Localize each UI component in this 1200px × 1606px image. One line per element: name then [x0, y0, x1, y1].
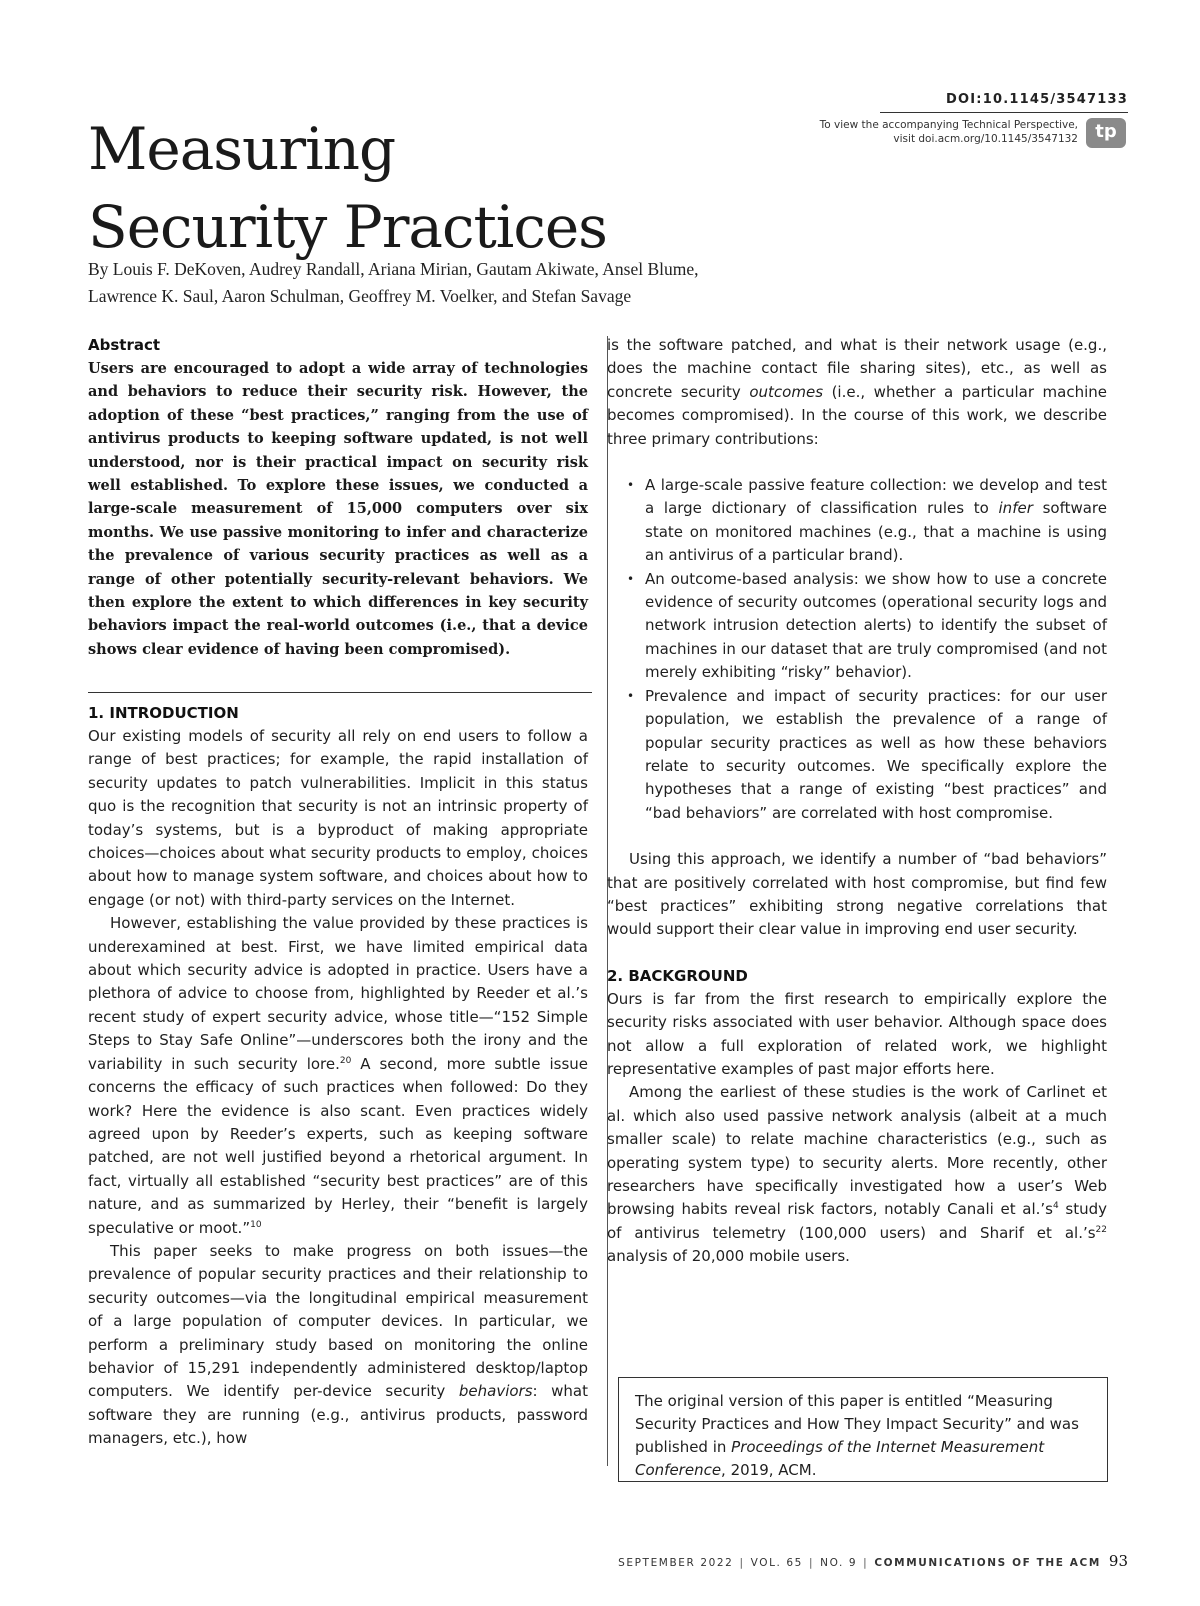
approach-paragraph: Using this approach, we identify a number of “bad behaviors” that are positively correlated with host compromise, but find few “best practices” exhibiting strong negative correlations that would support their clear value in improving end user security. [607, 850, 1107, 939]
abstract-body: Users are encouraged to adopt a wide array of technologies and behaviors to reduce their security risk. However, the adoption of these “best practices,” ranging from the use of antivirus products to keeping software updated, is not well understood, nor is their practical impact on security risk well established. To explore these issues, we conducted a large-scale measurement of 15,000 computers over six months. We use passive monitoring to infer and characterize the prevalence of various security practices as well as a range of other potentially security-relevant behaviors. We then explore the extent to which differences in key security behaviors impact the real-world outcomes (i.e., that a device shows clear evidence of having been compromised). [88, 360, 588, 658]
list-item [627, 685, 1107, 825]
left-column-top [88, 334, 588, 661]
box-text-a: The original version of this paper is entitled “Measuring Security Practices and How They Impact Security” and was published in [635, 1392, 1079, 1456]
intro-heading: 1. INTRODUCTION [88, 704, 239, 722]
contributions-list [607, 474, 1107, 825]
background-paragraph-2 [607, 1081, 1107, 1268]
bullet-1-text-a: A large-scale passive feature collection: we develop and test a large dictionary of classification rules to [645, 476, 1107, 518]
intro-paragraph-1: Our existing models of security all rely on end users to follow a range of best practices; for example, the rapid installation of security updates to patch vulnerabilities. Implicit in this status quo is the recognition that security is not an intrinsic property of today’s systems, but is a byproduct of making appropriate choices—choices about what security products to employ, choices about how to manage system software, and choices about how to engage (or not) with third-party services on the Internet. [88, 727, 588, 909]
bullet-1-text-b: software state on monitored machines (e.g., that a machine is using an antivirus of a particular brand). [645, 499, 1108, 565]
bullet-icon: • [627, 571, 635, 586]
authors-line1: By Louis F. DeKoven, Audrey Randall, Ariana Mirian, Gautam Akiwate, Ansel Blume, [88, 259, 699, 279]
citation-ref-22[interactable]: 22 [1095, 1224, 1107, 1235]
page-number: 93 [1108, 1552, 1128, 1570]
intro-p3-text-a: This paper seeks to make progress on both issues—the prevalence of popular security practices and their relationship to security outcomes—via the longitudinal empirical measurement of a large population of computer devices. In particular, we perform a preliminary study based on monitoring the online behavior of 15,291 independently administered desktop/laptop computers. We identify per-device security [88, 1241, 588, 1401]
intro-p3-emphasis: behaviors [458, 1382, 533, 1401]
title-line1: Measuring [88, 115, 396, 183]
tp-note-link[interactable]: visit doi.acm.org/10.1145/3547132 [893, 133, 1078, 145]
cont-emphasis: outcomes [749, 382, 824, 401]
bullet-1-emphasis: infer [998, 499, 1033, 518]
footer-separator: | [739, 1557, 745, 1569]
right-column [607, 334, 1107, 1269]
original-version-note [618, 1377, 1108, 1482]
tp-note-line1: To view the accompanying Technical Perspective, [819, 119, 1078, 131]
tp-badge-icon[interactable]: tp [1086, 118, 1126, 148]
authors-line2: Lawrence K. Saul, Aaron Schulman, Geoffrey M. Voelker, and Stefan Savage [88, 286, 632, 306]
bullet-3-text: Prevalence and impact of security practices: for our user population, we establish the prevalence of a range of popular security practices as well as how these behaviors relate to security outcomes. We specifically explore the hypotheses that a range of existing “best practices” and “bad behaviors” are correlated with host compromise. [645, 686, 1107, 822]
technical-perspective-note[interactable] [780, 118, 1078, 146]
intro-p2-text-a: However, establishing the value provided by these practices is underexamined at best. First, we have limited empirical data about which security advice is adopted in practice. Users have a plethora of advice to choose from, highlighted by Reeder et al.’s recent study of expert security advice, whose title—“152 Simple Steps to Stay Safe Online”—underscores both the irony and the variability in such security lore. [88, 914, 588, 1073]
article-title [88, 110, 607, 266]
footer-date: SEPTEMBER 2022 [618, 1557, 734, 1569]
header-rule [880, 112, 1128, 113]
citation-ref-4[interactable]: 4 [1053, 1201, 1059, 1212]
citation-ref-20[interactable]: 20 [339, 1055, 352, 1066]
citation-ref-10[interactable]: 10 [250, 1219, 262, 1230]
author-list [88, 256, 1088, 310]
bullet-2-text: An outcome-based analysis: we show how to use a concrete evidence of security outcomes (operational security logs and network intrusion detection alerts) to identify the subset of machines in our dataset that are truly compromised (and not merely exhibiting “risky” behavior). [645, 569, 1107, 682]
section-divider [88, 692, 592, 693]
intro-paragraph-2 [88, 912, 588, 1240]
bullet-icon: • [627, 688, 635, 703]
background-paragraph-1: Ours is far from the first research to empirically explore the security risks associated with user behavior. Although space does not allow a full exploration of related work, we highlight representative examples of past major efforts here. [607, 989, 1107, 1078]
page-footer [560, 1552, 1128, 1570]
intro-paragraph-3 [88, 1240, 588, 1451]
footer-separator: | [808, 1557, 815, 1569]
footer-journal: COMMUNICATIONS OF THE ACM [874, 1557, 1101, 1569]
bg-p2-text-a: Among the earliest of these studies is the work of Carlinet et al. which also used passive network analysis (albeit at a much smaller scale) to relate machine characteristics (e.g., such as operating system type) to security alerts. More recently, other researchers have specifically investigated how a user’s Web browsing habits reveal risk factors, notably Canali et al.’s [607, 1083, 1107, 1219]
left-column-intro [88, 702, 588, 1451]
footer-volume: VOL. 65 [750, 1557, 803, 1569]
doi-label: DOI:10.1145/3547133 [946, 92, 1128, 107]
footer-separator: | [863, 1557, 869, 1569]
intro-p3-text-b: : what software they are running (e.g., antivirus products, password managers, etc.), how [88, 1382, 589, 1448]
cont-text-a: is the software patched, and what is their network usage (e.g., does the machine contact file sharing sites), etc., as well as concrete security [607, 336, 1107, 401]
title-line2: Security Practices [88, 193, 607, 261]
intro-continued [607, 334, 1107, 451]
abstract-heading: Abstract [88, 336, 161, 354]
intro-p2-text-b: A second, more subtle issue concerns the efficacy of such practices when followed: Do they work? Here the evidence is also scant. Even practices widely agreed upon by Reeder’s experts, such as keeping software patched, are not well justified beyond a rhetorical argument. In fact, virtually all established “security best practices” are of this nature, and as summarized by Herley, their “benefit is largely speculative or moot.” [88, 1054, 588, 1237]
box-emphasis: Proceedings of the Internet Measurement Conference [635, 1438, 1045, 1479]
background-heading: 2. BACKGROUND [607, 966, 748, 985]
bg-p2-text-b: study of antivirus telemetry (100,000 users) and Sharif et al.’s [607, 1200, 1108, 1242]
box-text-b: , 2019, ACM. [721, 1461, 817, 1479]
list-item [627, 474, 1107, 568]
bullet-icon: • [627, 478, 635, 493]
list-item [627, 568, 1107, 685]
bg-p2-text-c: analysis of 20,000 mobile users. [607, 1247, 850, 1266]
footer-number: NO. 9 [820, 1557, 858, 1569]
cont-text-b: (i.e., whether a particular machine becomes compromised). In the course of this work, we describe three primary contributions: [607, 382, 1107, 448]
